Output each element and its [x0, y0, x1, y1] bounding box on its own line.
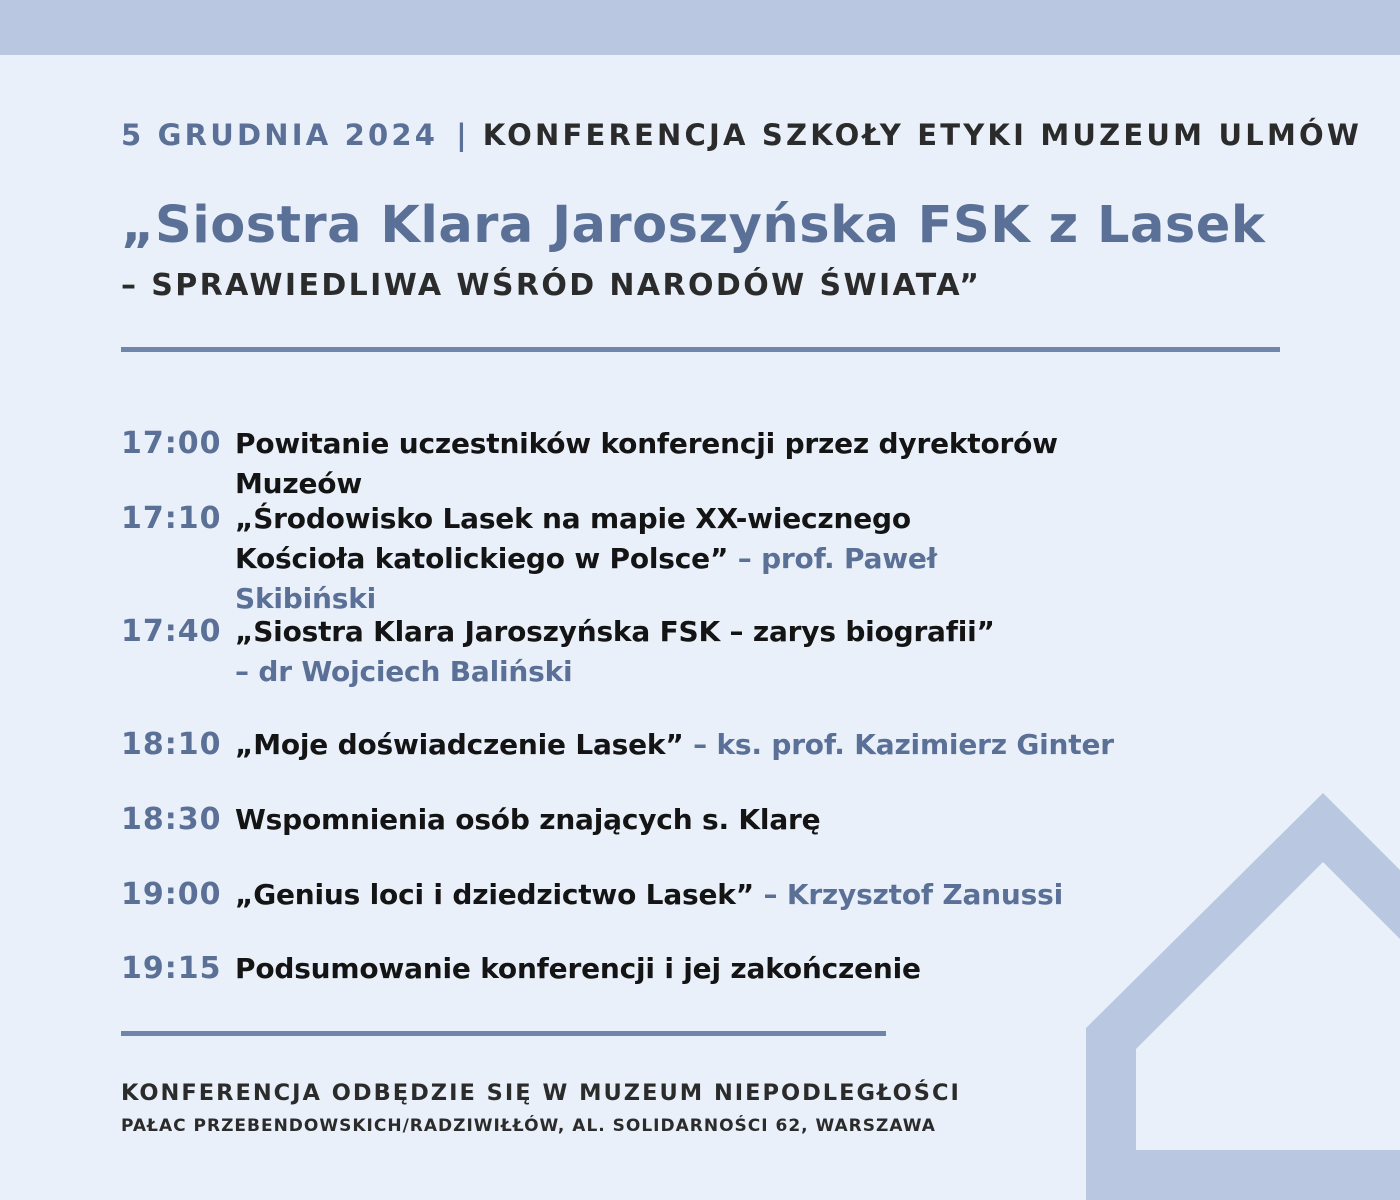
session-title: „Genius loci i dziedzictwo Lasek”	[235, 878, 754, 911]
schedule-time: 17:00	[121, 426, 222, 461]
divider-top	[121, 347, 1280, 352]
conference-subtitle: – SPRAWIEDLIWA WŚRÓD NARODÓW ŚWIATA”	[121, 268, 982, 303]
schedule-time: 19:00	[121, 877, 222, 912]
schedule-description	[235, 949, 1165, 989]
schedule-time: 18:30	[121, 802, 222, 837]
session-title: Powitanie uczestników konferencji przez dyrektorów Muzeów	[235, 427, 1058, 500]
session-speaker: – prof. Paweł Skibiński	[235, 542, 937, 615]
schedule-description	[235, 499, 1035, 619]
header-separator: |	[456, 118, 467, 152]
venue-location: KONFERENCJA ODBĘDZIE SIĘ W MUZEUM NIEPODLEGŁOŚCI	[121, 1080, 961, 1106]
schedule-description	[235, 800, 1165, 840]
session-title: „Siostra Klara Jaroszyńska FSK – zarys biografii”	[235, 615, 995, 648]
session-speaker: – ks. prof. Kazimierz Ginter	[693, 728, 1114, 761]
divider-bottom	[121, 1031, 886, 1036]
schedule-time: 17:10	[121, 501, 222, 536]
schedule-description	[235, 424, 1165, 504]
schedule-description	[235, 725, 1165, 765]
house-outline-decoration	[1080, 790, 1400, 1200]
top-banner-bar	[0, 0, 1400, 55]
session-title: „Moje doświadczenie Lasek”	[235, 728, 684, 761]
event-date: 5 GRUDNIA 2024	[121, 118, 439, 152]
venue-address: PAŁAC PRZEBENDOWSKICH/RADZIWIŁŁÓW, AL. SOLIDARNOŚCI 62, WARSZAWA	[121, 1116, 936, 1136]
session-title: Podsumowanie konferencji i jej zakończenie	[235, 952, 921, 985]
session-title: „Środowisko Lasek na mapie XX-wiecznego Kościoła katolickiego w Polsce”	[235, 502, 911, 575]
schedule-description	[235, 612, 1165, 692]
conference-name: KONFERENCJA SZKOŁY ETYKI MUZEUM ULMÓW	[482, 118, 1363, 152]
event-header	[121, 118, 1363, 152]
schedule-description	[235, 875, 1165, 915]
schedule-time: 19:15	[121, 951, 222, 986]
session-title: Wspomnienia osób znających s. Klarę	[235, 803, 821, 836]
session-speaker: – dr Wojciech Baliński	[235, 655, 573, 688]
session-speaker: – Krzysztof Zanussi	[763, 878, 1063, 911]
schedule-time: 18:10	[121, 727, 222, 762]
conference-title: „Siostra Klara Jaroszyńska FSK z Lasek	[121, 196, 1266, 255]
schedule-time: 17:40	[121, 614, 222, 649]
